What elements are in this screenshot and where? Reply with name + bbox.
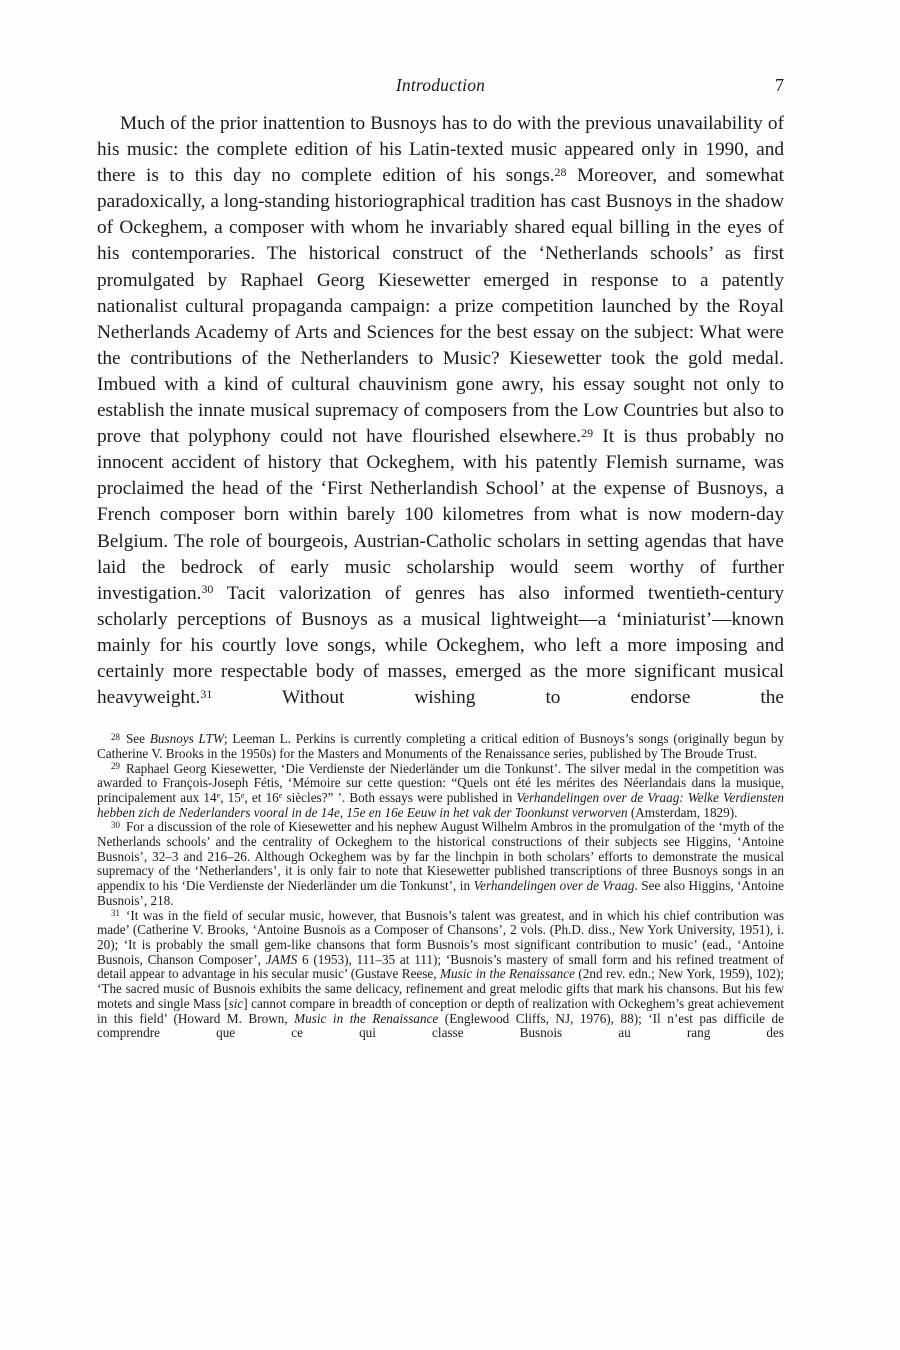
running-head-title: Introduction	[395, 75, 486, 95]
footnote-30-number: 30	[111, 819, 120, 830]
footnote-29	[97, 762, 784, 821]
footnote-28-text: See Busnoys LTW; Leeman L. Perkins is currently completing a critical edition of Busnoys’s songs (originally begun by Catherine V. Brooks in the 1950s) for the Masters and Monuments of the Renaissance series, published by The Broude Trust.	[97, 731, 785, 761]
footnote-28	[97, 732, 784, 761]
footnote-31	[97, 909, 784, 1041]
footnote-30	[97, 820, 784, 908]
footnote-31-number: 31	[111, 908, 120, 919]
footnote-31-text: ‘It was in the field of secular music, however, that Busnois’s talent was greatest, and in which his chief contribution was made’ (Catherine V. Brooks, ‘Antoine Busnois as a Composer of Chansons’, 2 vols. (Ph.D. diss., New York University, 1951), i. 20); ‘It is probably the small gem-like chansons that form Busnois’s most significant contribution to music’ (ead., ‘Antoine Busnois, Chanson Composer’, JAMS 6 (1953), 111–35 at 111); ‘Busnois’s mastery of small form and his refined treatment of detail appear to advantage in his secular music’ (Gustave Reese, Music in the Renaissance (2nd rev. edn.; New York, 1959), 102); ‘The sacred music of Busnois exhibits the same delicacy, refinement and great melodic gifts that mark his chansons. But his few motets and single Mass [sic] cannot compare in breadth of conception or depth of realization with Ockeghem’s great achievement in this field’ (Howard M. Brown, Music in the Renaissance (Englewood Cliffs, NJ, 1976), 88); ‘Il n’est pas difficile de comprendre que ce qui classe Busnois au rang des	[97, 907, 785, 1041]
footnote-28-number: 28	[111, 731, 120, 742]
body-paragraph: Much of the prior inattention to Busnoys has to do with the previous unavailability of his music: the complete edition of his Latin-texted music appeared only in 1990, and there is to this day no complete edition of his songs.$^{28}$ Moreover, and somewhat paradoxically, a long-standing historiographical tradition has cast Busnoys in the shadow of Ockeghem, a composer with whom he invariably shared equal billing in the eyes of his contemporaries. The historical construct of the ‘Netherlands schools’ as first promulgated by Raphael Georg Kiesewetter emerged in response to a patently nationalist cultural propaganda campaign: a prize competition launched by the Royal Netherlands Academy of Arts and Sciences for the best essay on the subject: What were the contributions of the Netherlanders to Music? Kiesewetter took the gold medal. Imbued with a kind of cultural chauvinism gone awry, his essay sought not only to establish the innate musical supremacy of composers from the Low Countries but also to prove that polyphony could not have flourished elsewhere.$^{29}$ It is thus probably no innocent accident of history that Ockeghem, with his patently Flemish surname, was proclaimed the head of the ‘First Netherlandish School’ at the expense of Busnoys, a French composer born within barely 100 kilometres from what is now modern-day Belgium. The role of bourgeois, Austrian-Catholic scholars in setting agendas that have laid the bedrock of early music scholarship would seem worthy of further investigation.$^{30}$ Tacit valorization of genres has also informed twentieth-century scholarly perceptions of Busnoys as a musical lightweight—a ‘miniaturist’—known mainly for his courtly love songs, while Ockeghem, who left a more imposing and certainly more respectable body of masses, emerged as the more significant musical heavyweight.$^{31}$ Without wishing to endorse the	[97, 113, 784, 709]
page-number: 7	[775, 75, 784, 95]
page-body	[97, 111, 784, 1041]
footnotes-section	[97, 732, 784, 1041]
footnote-29-text: Raphael Georg Kiesewetter, ‘Die Verdienste der Niederländer um die Tonkunst’. The silver medal in the competition was awarded to François-Joseph Fétis, ‘Mémoire sur cette question: “Quels ont été les mérites des Néerlandais dans la musique, principalement aux 14e, 15e, et 16e siècles?” ’. Both essays were published in Verhandelingen over de Vraag: Welke Verdiensten hebben zich de Nederlanders vooral in de 14e, 15e en 16e Eeuw in het vak der Toonkunst verworven (Amsterdam, 1829).	[97, 760, 784, 820]
footnote-30-text: For a discussion of the role of Kiesewetter and his nephew August Wilhelm Ambros in the promulgation of the ‘myth of the Netherlands schools’ and the centrality of Ockeghem to the historical constructions of their subjects see Higgins, ‘Antoine Busnois’, 32–3 and 216–26. Although Ockeghem was by far the linchpin in both scholars’ efforts to demonstrate the musical supremacy of the ‘Netherlanders’, it is only fair to note that Kiesewetter published transcriptions of three Busnoys songs in an appendix to his ‘Die Verdienste der Niederländer um die Tonkunst’, in Verhandelingen over de Vraag. See also Higgins, ‘Antoine Busnois’, 218.	[97, 819, 785, 908]
footnote-29-number: 29	[111, 760, 120, 771]
page-header	[97, 74, 784, 96]
